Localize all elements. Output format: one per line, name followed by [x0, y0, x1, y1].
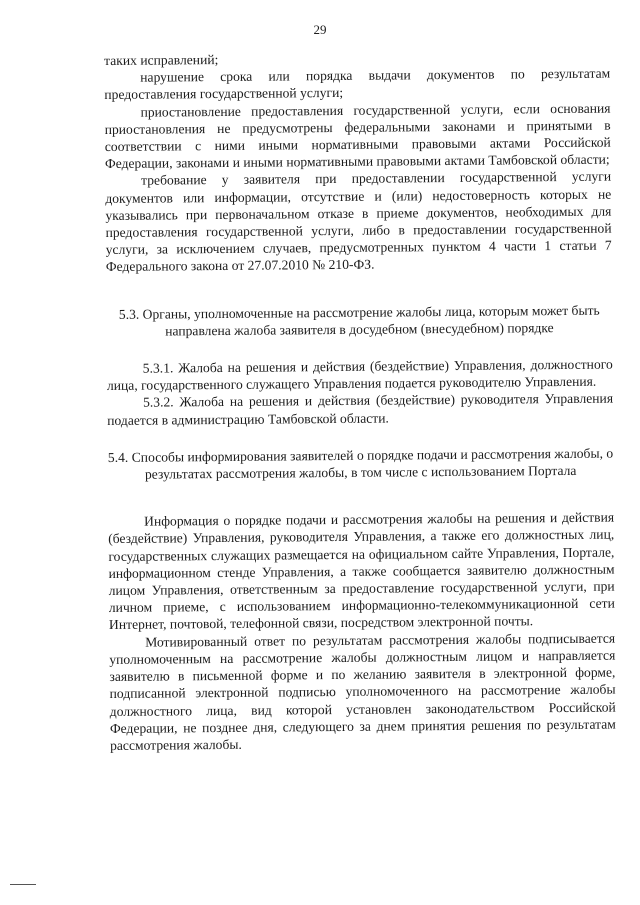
section-heading-5-4: 5.4. Способы информирования заявителей о порядке подачи и рассмотрения жалобы, о результатах рассмотрения жалобы, в том числе с использованием Портала	[107, 445, 614, 482]
page-body	[104, 48, 616, 754]
paragraph-document-requirement: требование у заявителя при предоставлении государственной услуги документов или информации, отсутствие и (или) недостоверность которых не указывались при первоначальном отказе в приеме документов, необходимых для предоставления государственной услуги, либо в предоставлении государственной услуги, за исключением случаев, предусмотренных пунктом 4 части 1 статьи 7 Федерального закона от 27.07.2010 № 210-ФЗ.	[105, 169, 612, 275]
paragraph-reasoned-response: Мотивированный ответ по результатам рассмотрения жалобы подписывается уполномоченным на рассмотрение жалобы должностным лицом и направляется заявителю в письменной форме и по желанию заявителя в электронной форме, подписанной электронной подписью уполномоченного на рассмотрение жалобы должностного лица, вид которой установлен законодательством Российской Федерации, не позднее дня, следующего за днем принятия решения по результатам рассмотрения жалобы.	[109, 630, 616, 753]
section-heading-5-3: 5.3. Органы, уполномоченные на рассмотрение жалобы лица, которым может быть направлена жалоба заявителя в досудебном (внесудебном) порядке	[118, 302, 600, 339]
paragraph-information-procedure: Информация о порядке подачи и рассмотрения жалобы на решения и действия (бездействие) Управления, руководителя Управления, а также его должностных лиц, государственных служащих размещается на официальном сайте Управления, Портале, информационном стенде Управления, а также сообщается заявителю должностным лицом Управления, ответственным за предоставление государственной услуги, при личном приеме, с использованием информационно-телекоммуникационной сети Интернет, почтовой, телефонной связи, посредством электронной почты.	[108, 509, 615, 633]
paragraph-continuation: таких исправлений;	[104, 52, 219, 68]
paragraph-suspension: приостановление предоставления государственной услуги, если основания приостановления не предусмотрены федеральными законами и принятыми в соответствии с ними иными нормативными правовыми актами Российской Федерации, законами и иными нормативными правовыми актами Тамбовской области;	[104, 100, 611, 172]
paragraph-5-3-1: 5.3.1. Жалоба на решения и действия (бездействие) Управления, должностного лица, государственного служащего Управления подается руководителю Управления.	[106, 356, 613, 394]
scan-edge-mark	[10, 884, 36, 885]
paragraph-deadline-violation: нарушение срока или порядка выдачи документов по результатам предоставления государственной услуги;	[104, 65, 611, 103]
paragraph-5-3-2: 5.3.2. Жалоба на решения и действия (бездействие) руководителя Управления подается в администрацию Тамбовской области.	[107, 391, 614, 428]
page-number: 29	[313, 22, 327, 37]
